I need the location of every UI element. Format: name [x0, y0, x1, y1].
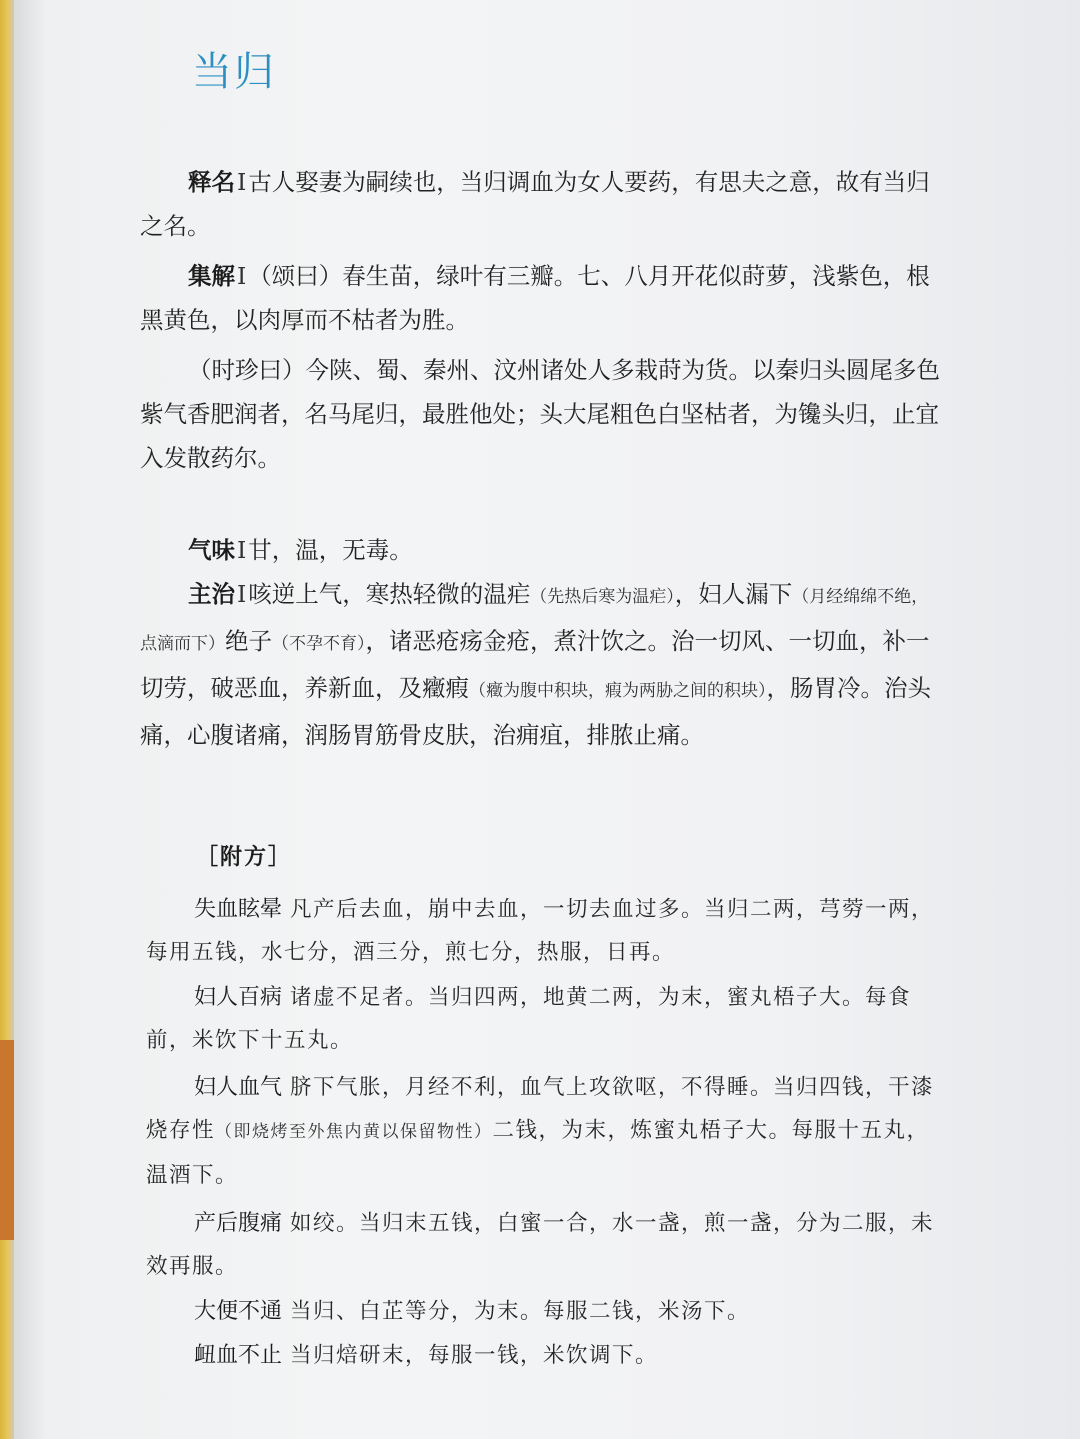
- prescription-text: 诸虚不足者。当归四两，地黄二两，为末，蜜丸梧子大。每食前，米饮下十五丸。: [146, 985, 912, 1053]
- prescription-name: 大便不通: [194, 1299, 283, 1324]
- label-separator: I: [237, 580, 247, 608]
- spine-color-band: [0, 1040, 14, 1240]
- prescription-name: 衄血不止: [194, 1343, 283, 1368]
- section-jijie-1: [140, 254, 940, 342]
- prescription-name: 妇人百病: [194, 985, 283, 1010]
- prescription-text: 脐下气胀，月经不利，血气上攻欲呕，不得睡。当归四钱，干漆烧存性: [146, 1075, 935, 1143]
- jijie-text-1: 春生苗，绿叶有三瓣。七、八月开花似莳萝，浅紫色，根黑黄色，以肉厚而不枯者为胜。: [140, 262, 930, 334]
- zhuzhi-text-3: 绝子: [225, 627, 272, 655]
- zhuzhi-text-5: ，肠胃冷。治头痛，心腹诸痛，润肠胃筋骨皮肤，治痈疽，排脓止痛。: [140, 674, 931, 749]
- prescription-item: [146, 976, 936, 1062]
- prescription-text: 当归、白芷等分，为末。每服二钱，米汤下。: [290, 1299, 751, 1324]
- jijie-label: 集解: [188, 262, 235, 290]
- label-separator: I: [237, 262, 247, 290]
- book-page: [14, 0, 1080, 1439]
- zhuzhi-text-1: 咳逆上气，寒热轻微的温疟: [248, 580, 531, 608]
- zhuzhi-note-4: （癥为腹中积块，瘕为两胁之间的积块）: [469, 681, 767, 701]
- zhuzhi-text-2: ，妇人漏下: [674, 580, 793, 608]
- book-spine-edge: [0, 0, 14, 1439]
- prescription-text: 凡产后去血，崩中去血，一切去血过多。当归二两，芎䓖一两，每用五钱，水七分，酒三分，煎七分，热服，日再。: [146, 897, 935, 965]
- zhuzhi-note-2: （月经绵绵不绝，点滴而下）: [140, 587, 929, 654]
- zhuzhi-label: 主治: [188, 580, 235, 608]
- label-separator: I: [237, 536, 247, 564]
- prescription-note: （即烧烤至外焦内黄以保留物性）: [215, 1122, 493, 1142]
- prescription-item: [146, 1202, 936, 1288]
- prescription-item: [146, 1066, 936, 1197]
- prescription-item: [146, 888, 936, 974]
- jijie-source-shizhen: （时珍曰）: [188, 356, 306, 384]
- qiwei-text: 甘，温，无毒。: [248, 536, 413, 564]
- fufang-header: ［附方］: [196, 845, 293, 870]
- prescription-name: 产后腹痛: [194, 1211, 283, 1236]
- qiwei-label: 气味: [188, 536, 235, 564]
- shiming-label: 释名: [188, 168, 235, 196]
- section-qiwei: [140, 528, 940, 572]
- prescription-name: 妇人血气: [194, 1075, 283, 1100]
- section-zhuzhi: [140, 572, 940, 757]
- page-title: 当归: [192, 49, 276, 95]
- prescription-text: 二钱，为末，炼蜜丸梧子大。每服十五丸，温酒下。: [146, 1118, 930, 1188]
- prescription-item: [146, 1290, 936, 1333]
- prescription-name: 失血眩晕: [194, 897, 283, 922]
- zhuzhi-note-3: （不孕不育）: [272, 634, 366, 654]
- prescription-text: 如绞。当归末五钱，白蜜一合，水一盏，煎一盏，分为二服，未效再服。: [146, 1211, 935, 1279]
- prescription-item: [146, 1334, 936, 1377]
- jijie-source-song: （颂曰）: [248, 262, 343, 290]
- zhuzhi-text-4: ，诸恶疮疡金疮，煮汁饮之。治一切风、一切血，补一切劳，破恶血，养新血，及癥瘕: [140, 627, 930, 702]
- jijie-text-2: 今陕、蜀、秦州、汶州诸处人多栽莳为货。以秦归头圆尾多色紫气香肥润者，名马尾归，最胜他处；头大尾粗色白坚枯者，为镵头归，止宜入发散药尔。: [140, 356, 940, 472]
- label-separator: I: [237, 168, 247, 196]
- shiming-text: 古人娶妻为嗣续也，当归调血为女人要药，有思夫之意，故有当归之名。: [140, 168, 930, 240]
- section-jijie-2: [140, 348, 940, 480]
- zhuzhi-note-1: （先热后寒为温疟）: [530, 587, 675, 607]
- section-shiming: [140, 160, 940, 248]
- prescription-text: 当归焙研末，每服一钱，米饮调下。: [290, 1343, 659, 1368]
